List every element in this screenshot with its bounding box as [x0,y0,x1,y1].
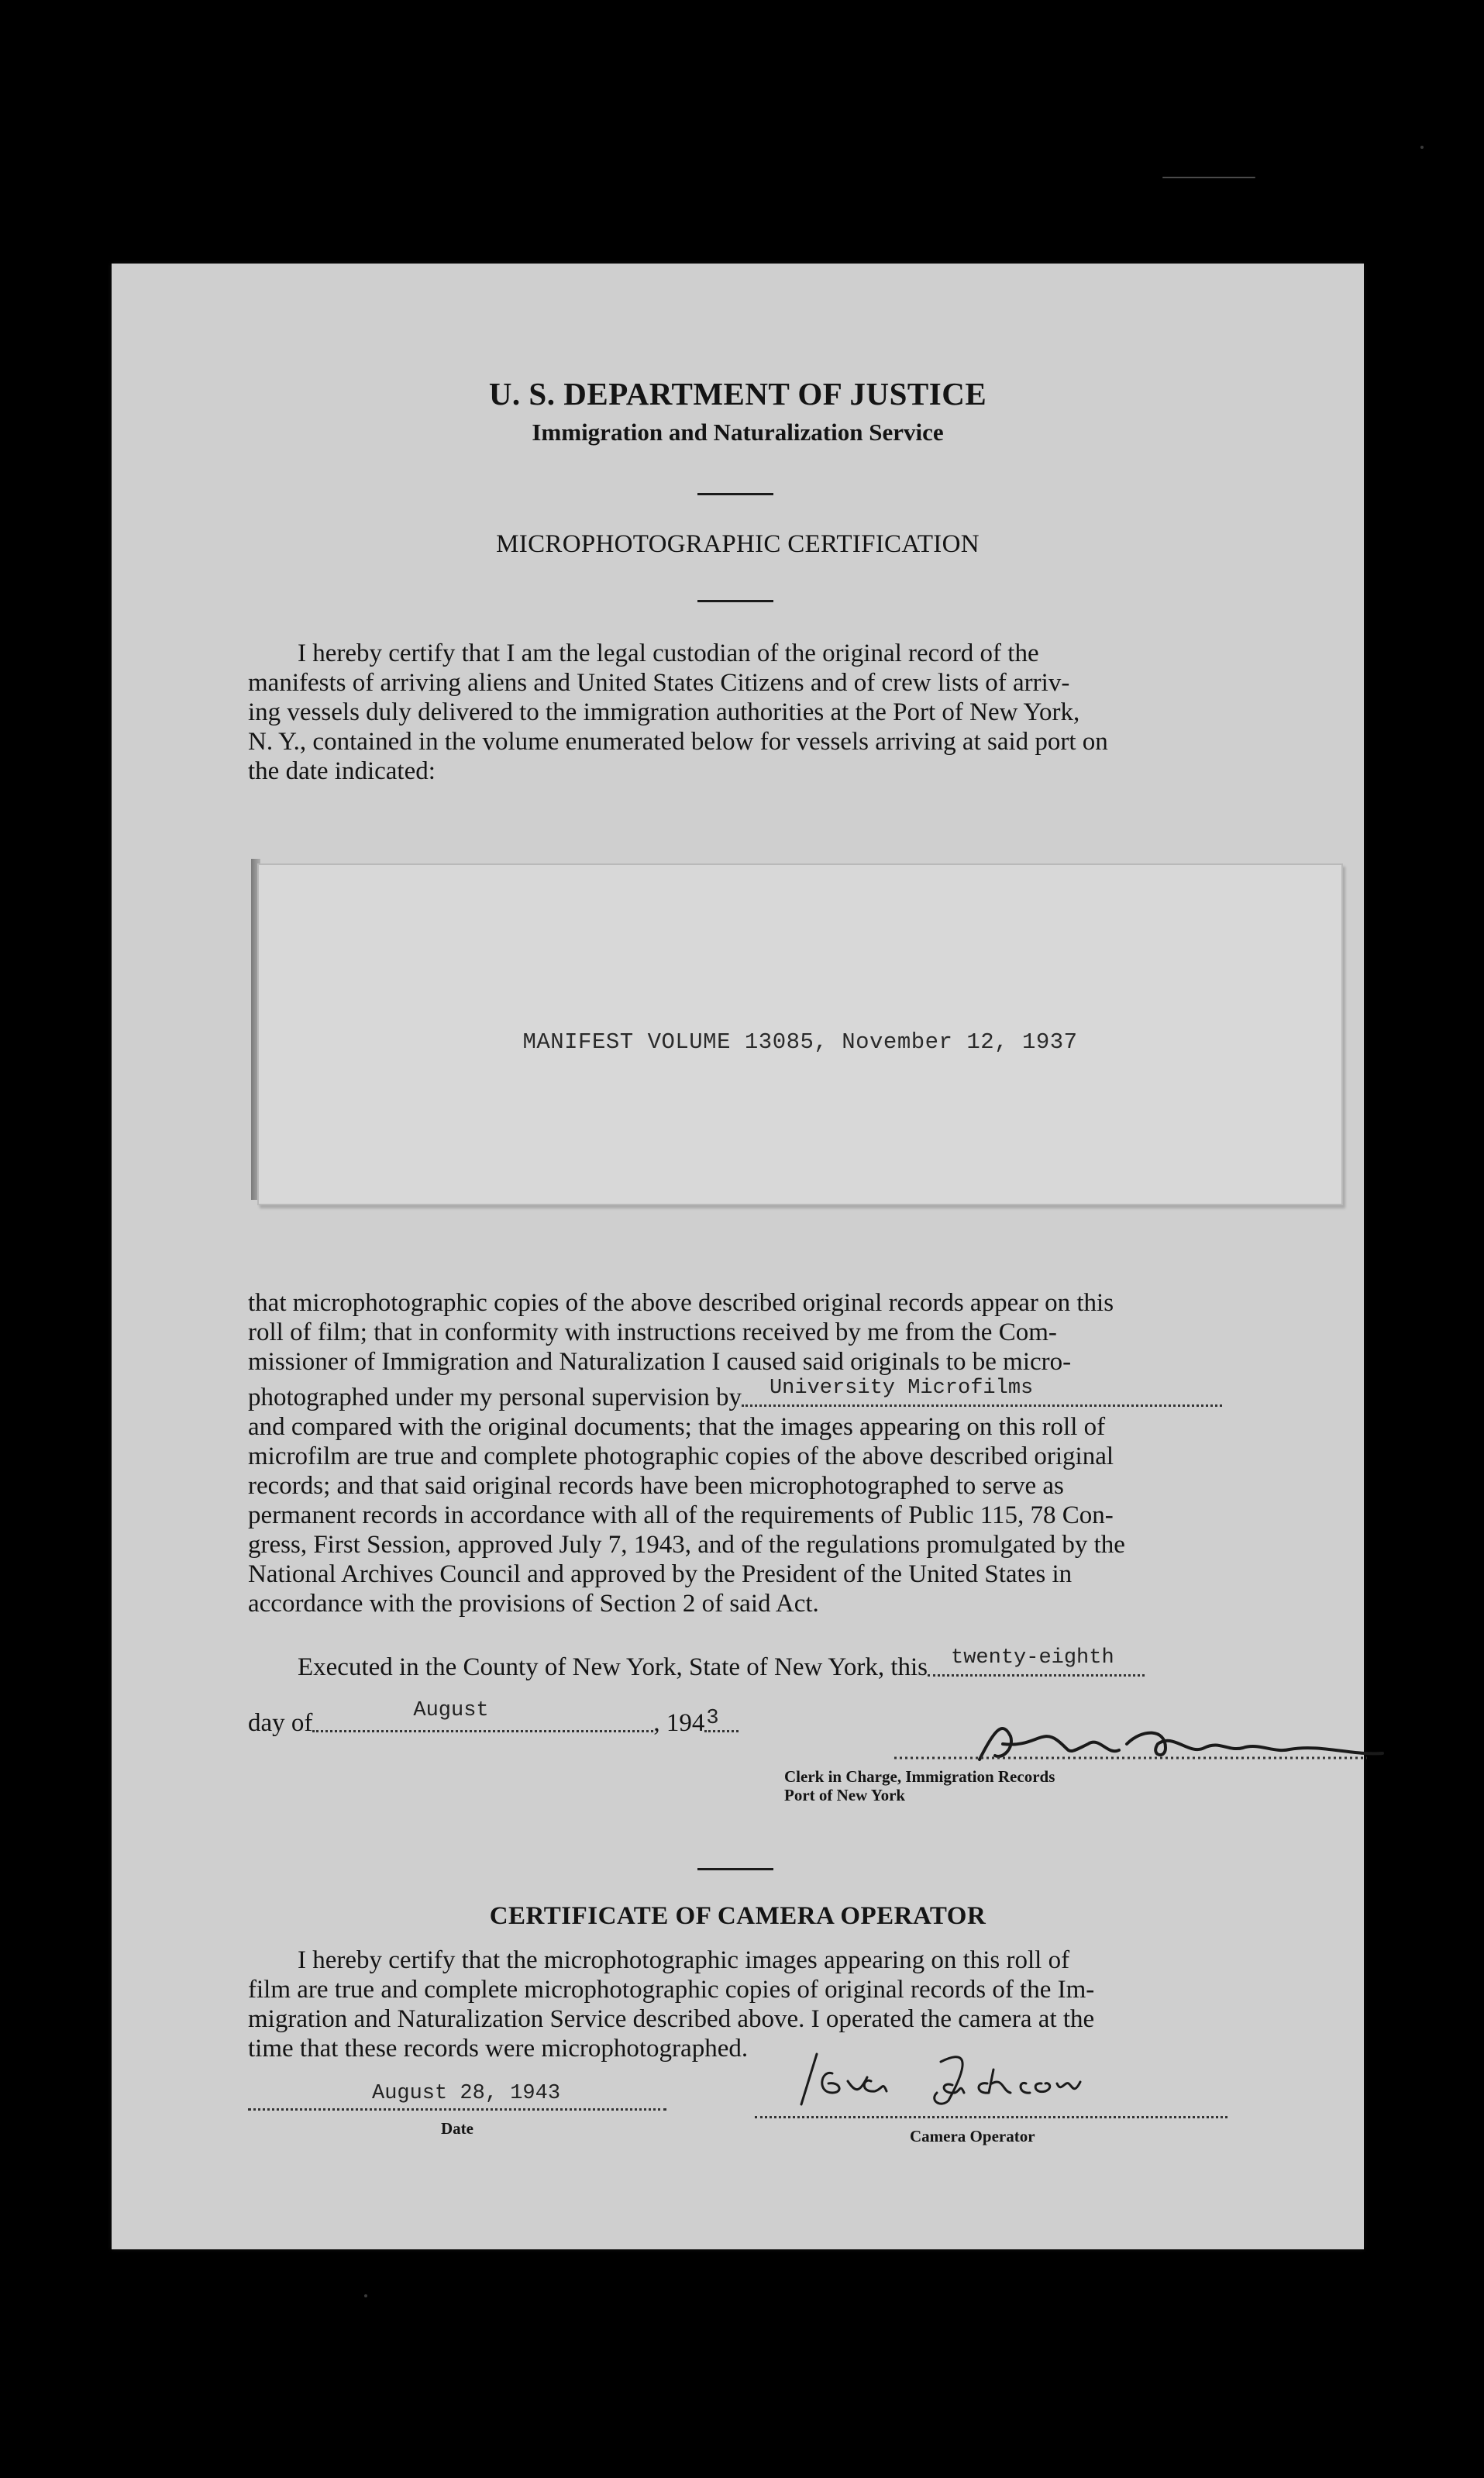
month-fill-line [312,1699,653,1732]
body-line: accordance with the provisions of Section 2 of said Act. [248,1590,819,1618]
divider-rule [697,493,773,495]
year-fill-line [704,1707,739,1732]
day-of-line [248,1699,868,1738]
date-fill-line [248,2077,666,2111]
intro-line: N. Y., contained in the volume enumerated below for vessels arriving at said port on [248,728,1108,756]
camera-line: I hereby certify that the microphotographic images appearing on this roll of [298,1946,1070,1974]
clerk-title-line: Port of New York [784,1786,906,1804]
manifest-slip [257,863,1343,1205]
camera-line: time that these records were microphotographed. [248,2035,749,2063]
film-speck [364,2294,367,2297]
body-line: microfilm are true and complete photographic copies of the above described original [248,1442,1114,1470]
camera-line: film are true and complete microphotographic copies of original records of the Im- [248,1976,1095,2004]
operator-label: Camera Operator [910,2127,1035,2145]
year-digit: 3 [706,1707,719,1730]
film-speck [1420,146,1424,149]
date-field [248,2077,666,2139]
day-value: twenty-eighth [951,1646,1114,1670]
day-of-label: day of [248,1709,313,1737]
body-line: and compared with the original documents; that the images appearing on this roll of [248,1413,1106,1441]
intro-line: I hereby certify that I am the legal custodian of the original record of the [298,639,1039,667]
date-value: August 28, 1943 [372,2082,561,2105]
execution-line [298,1646,1367,1682]
body-line: permanent records in accordance with all of the requirements of Public 115, 78 Con- [248,1501,1114,1529]
clerk-title [784,1767,1055,1804]
body-line: records; and that said original records have been microphotographed to serve as [248,1472,1064,1500]
date-label: Date [441,2119,473,2138]
execution-prefix: Executed in the County of New York, State of New York, this [298,1653,928,1681]
department-heading: U. S. DEPARTMENT OF JUSTICE [488,376,987,412]
camera-certificate-title: CERTIFICATE OF CAMERA OPERATOR [489,1902,986,1930]
divider-rule [697,600,773,602]
body-line: National Archives Council and approved by the President of the United States in [248,1560,1073,1588]
intro-line: manifests of arriving aliens and United States Citizens and of crew lists of arriv- [248,669,1070,697]
service-subheading: Immigration and Naturalization Service [532,419,944,446]
supervision-prefix: photographed under my personal supervision by [248,1384,742,1411]
film-scratch [1162,177,1255,178]
clerk-title-line: Clerk in Charge, Immigration Records [784,1767,1055,1786]
divider-rule [697,1868,773,1870]
intro-line: ing vessels duly delivered to the immigration authorities at the Port of New York, [248,698,1080,726]
certificate-page [112,264,1364,2249]
year-prefix: , 194 [653,1709,705,1737]
certification-title: MICROPHOTOGRAPHIC CERTIFICATION [496,530,980,558]
operator-field [755,2046,1227,2146]
supervisor-fill-line [742,1377,1222,1407]
body-paragraph [248,1288,1342,1618]
month-value: August [413,1699,489,1722]
manifest-volume-text: MANIFEST VOLUME 13085, November 12, 1937 [522,1029,1078,1055]
camera-line: migration and Naturalization Service described above. I operated the camera at the [248,2005,1095,2033]
body-line: roll of film; that in conformity with instructions received by me from the Com- [248,1318,1057,1346]
day-fill-line [928,1646,1145,1677]
supervisor-name: University Microfilms [769,1377,1034,1400]
body-line: that microphotographic copies of the above described original records appear on this [248,1289,1114,1317]
supervision-line [248,1377,1342,1412]
body-line: gress, First Session, approved July 7, 1943, and of the regulations promulgated by the [248,1531,1125,1559]
operator-signature-stroke [786,2046,1204,2108]
body-line: missioner of Immigration and Naturalization I caused said originals to be micro- [248,1348,1072,1376]
operator-fill-line [755,2114,1227,2118]
intro-line: the date indicated: [248,757,436,785]
intro-paragraph [248,639,1342,786]
